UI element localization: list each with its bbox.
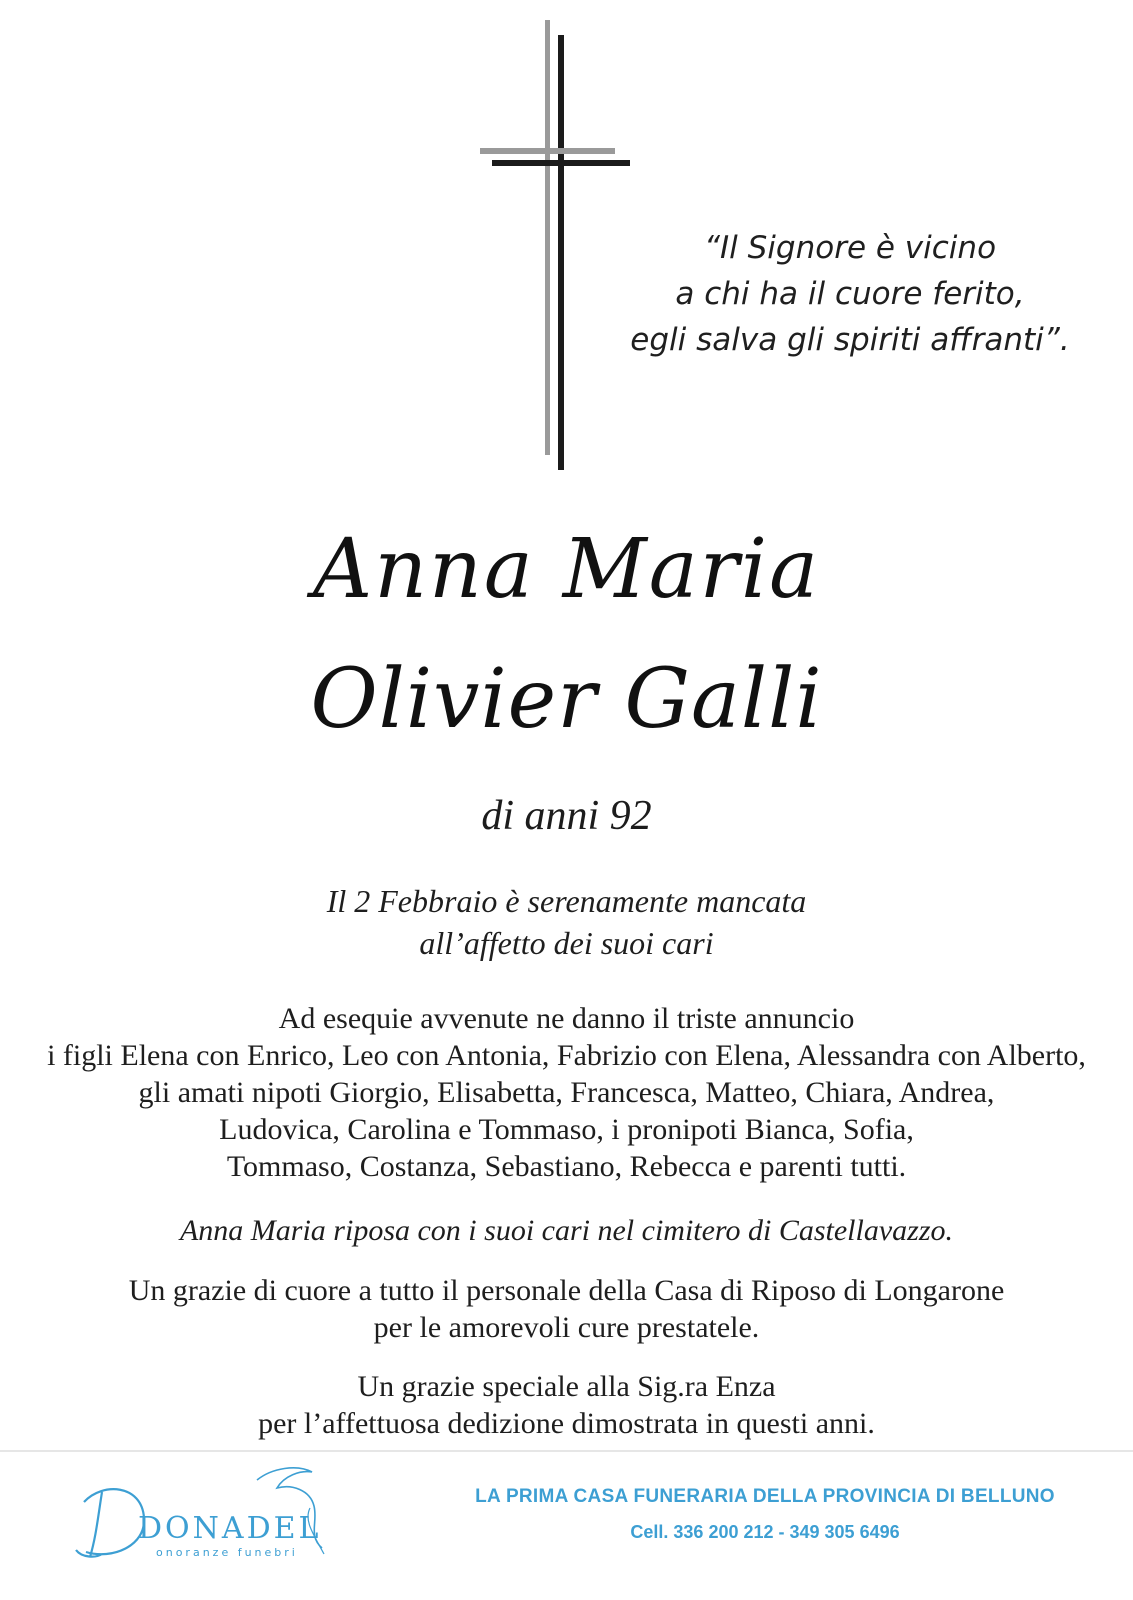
announcement-line: i figli Elena con Enrico, Leo con Antonia, Fabrizio con Elena, Alessandra con Alberto, — [47, 1039, 1086, 1072]
deceased-surnames: Olivier Galli — [310, 652, 823, 747]
quote-line: egli salva gli spiriti affranti”. — [630, 322, 1070, 358]
footer-tagline: LA PRIMA CASA FUNERARIA DELLA PROVINCIA DI BELLUNO — [475, 1486, 1055, 1507]
quote-line: a chi ha il cuore ferito, — [675, 276, 1025, 312]
logo-subtitle: onoranze funebri — [156, 1546, 298, 1559]
deceased-first-names: Anna Maria — [313, 522, 820, 617]
logo-wordmark: DONADEL — [138, 1511, 322, 1546]
quote-line: “Il Signore è vicino — [703, 230, 997, 266]
donadel-logo — [72, 1462, 342, 1572]
thanks-staff-line: Un grazie di cuore a tutto il personale della Casa di Riposo di Longarone — [128, 1274, 1005, 1307]
death-notice — [0, 880, 1133, 964]
thanks-staff-line: per le amorevoli cure prestatele. — [373, 1311, 760, 1344]
thanks-staff — [0, 1272, 1133, 1346]
footer-phones: Cell. 336 200 212 - 349 305 6496 — [630, 1522, 900, 1542]
thanks-special-line: Un grazie speciale alla Sig.ra Enza — [357, 1370, 776, 1403]
thanks-special-line: per l’affettuosa dedizione dimostrata in questi anni. — [258, 1407, 875, 1440]
announcement-line: gli amati nipoti Giorgio, Elisabetta, Francesca, Matteo, Chiara, Andrea, — [138, 1076, 995, 1109]
announcement-line: Ludovica, Carolina e Tommaso, i pronipoti Bianca, Sofia, — [219, 1113, 914, 1146]
thanks-special — [0, 1368, 1133, 1442]
footer-divider — [0, 1450, 1133, 1452]
death-notice-line: all’affetto dei suoi cari — [419, 925, 714, 961]
burial-line: Anna Maria riposa con i suoi cari nel cimitero di Castellavazzo. — [179, 1214, 953, 1247]
deceased-age: di anni 92 — [481, 793, 652, 839]
death-notice-line: Il 2 Febbraio è serenamente mancata — [326, 883, 807, 919]
burial-notice — [0, 1212, 1133, 1249]
announcement-line: Tommaso, Costanza, Sebastiano, Rebecca e parenti tutti. — [226, 1150, 907, 1183]
scripture-quote — [600, 225, 1100, 363]
announcement-line: Ad esequie avvenute ne danno il triste annuncio — [278, 1002, 855, 1035]
family-announcement — [0, 1000, 1133, 1185]
